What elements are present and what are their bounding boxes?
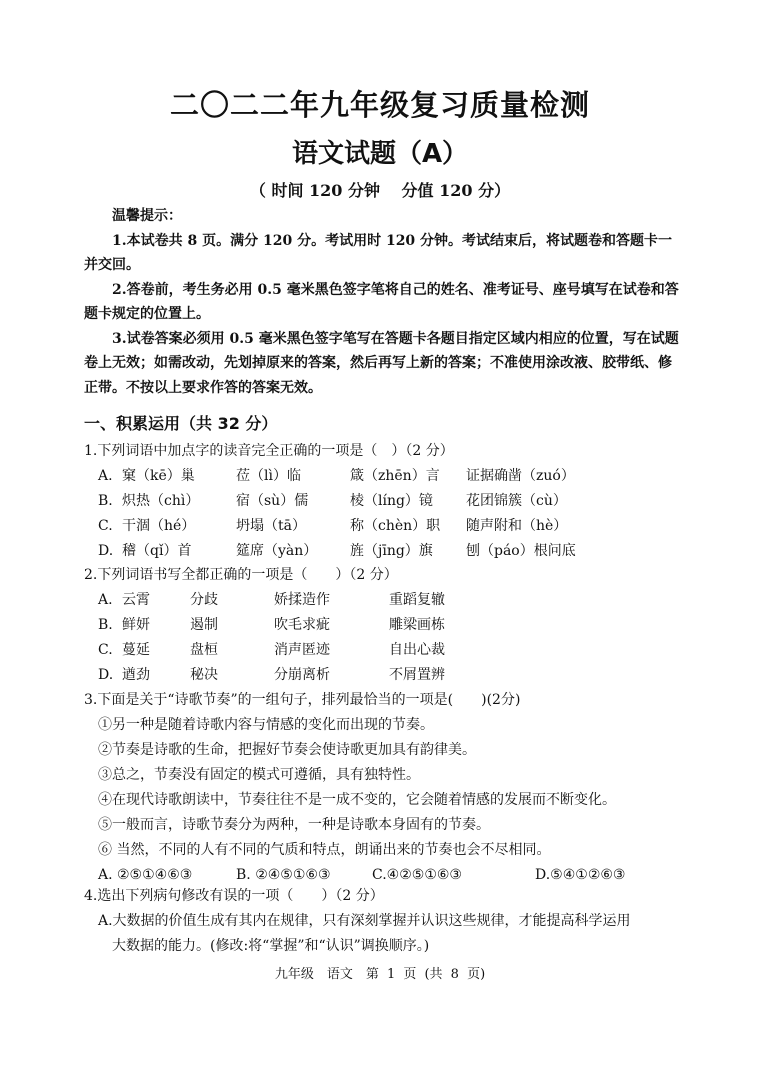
option-row-a <box>84 464 575 489</box>
option-item: 遏制 <box>190 617 218 633</box>
option-row-b <box>84 489 567 514</box>
option-a <box>84 909 698 959</box>
sentence: ④在现代诗歌朗读中，节奏往往不是一成不变的，它会随着情感的发展而不断变化。 <box>98 792 616 808</box>
notice-heading: 温馨提示： <box>112 208 182 224</box>
question-stem: 1.下列词语中加点字的读音完全正确的一项是（ ）（2 分） <box>84 443 454 459</box>
option-item: 炽热（chì） <box>122 493 200 509</box>
option-item: 随声附和（hè） <box>466 518 568 534</box>
option-item: 棱（líng）镜 <box>350 493 433 509</box>
option-row-c <box>84 638 445 663</box>
option-item: 称（chèn）职 <box>350 518 441 534</box>
option-d: D.⑤④①②⑥③ <box>535 867 626 883</box>
option-row-a <box>84 588 445 613</box>
sentence: ①另一种是随着诗歌内容与情感的变化而出现的节奏。 <box>98 717 434 733</box>
option-letter: A. <box>98 468 113 484</box>
option-item: 稽（qǐ）首 <box>122 543 192 559</box>
option-item: 窠（kē）巢 <box>122 468 195 484</box>
option-item: 箴（zhēn）言 <box>350 468 440 484</box>
option-item: 花团锦簇（cù） <box>466 493 567 509</box>
option-row-d <box>84 539 576 564</box>
notice-item-1: 1.本试卷共 8 页。满分 120 分。考试用时 120 分钟。考试结束后，将试题卷和答题卡一并交回。 <box>84 232 673 273</box>
option-item: 吹毛求疵 <box>274 617 330 633</box>
option-item: 遒劲 <box>122 667 150 683</box>
option-row-d <box>84 663 445 688</box>
option-item: 坍塌（tā） <box>236 518 306 534</box>
option-letter: D. <box>98 667 114 683</box>
question-stem: 3.下面是关于“诗歌节奏”的一组句子，排列最恰当的一项是( )(2分) <box>84 692 521 708</box>
sentence: ②节奏是诗歌的生命，把握好节奏会使诗歌更加具有韵律美。 <box>98 742 476 758</box>
option-item: 干涸（hé） <box>122 518 196 534</box>
sentence: ⑥ 当然，不同的人有不同的气质和特点，朗诵出来的节奏也会不尽相同。 <box>98 842 551 858</box>
option-item: 莅（lì）临 <box>236 468 301 484</box>
option-letter: B. <box>98 493 113 509</box>
option-b: B. ②④⑤①⑥③ <box>236 867 331 883</box>
section-heading: 一、积累运用（共 32 分） <box>84 414 278 433</box>
option-row-b <box>84 613 445 638</box>
option-item: 蔓延 <box>122 642 150 658</box>
option-item: 重蹈复辙 <box>389 592 445 608</box>
option-item: 娇揉造作 <box>274 592 330 608</box>
option-letter: D. <box>98 543 114 559</box>
option-item: 宿（sù）儒 <box>236 493 309 509</box>
option-letter: C. <box>98 642 113 658</box>
option-letter: C. <box>98 518 113 534</box>
sentence: ⑤一般而言，诗歌节奏分为两种，一种是诗歌本身固有的节奏。 <box>98 817 490 833</box>
notice-block <box>84 204 684 400</box>
option-row-c <box>84 514 568 539</box>
option-item: 刨（páo）根问底 <box>466 543 576 559</box>
option-item: 鲜妍 <box>122 617 150 633</box>
question-stem: 4.选出下列病句修改有误的一项（ ）（2 分） <box>84 888 384 904</box>
option-letter: B. <box>98 617 113 633</box>
notice-item-2: 2.答卷前，考生务必用 0.5 毫米黑色签字笔将自己的姓名、准考证号、座号填写在试卷和答题卡规定的位置上。 <box>84 281 679 322</box>
question-2 <box>84 563 445 688</box>
option-item: 证据确凿（zuó） <box>466 468 575 484</box>
option-item: 旌（jīng）旗 <box>350 543 433 559</box>
option-item: 分崩离析 <box>274 667 330 683</box>
question-3 <box>84 688 626 888</box>
option-item: 不屑置辨 <box>389 667 445 683</box>
option-a-line-1: A.大数据的价值生成有其内在规律，只有深刻掌握并认识这些规律，才能提高科学运用 <box>98 913 631 929</box>
exam-title: 二〇二二年九年级复习质量检测 <box>169 88 590 122</box>
option-item: 雕梁画栋 <box>389 617 445 633</box>
option-a-line-2: 大数据的能力。(修改:将“掌握”和“认识”调换顺序。) <box>112 938 430 954</box>
option-item: 云霄 <box>122 592 150 608</box>
option-item: 分歧 <box>190 592 218 608</box>
option-item: 筵席（yàn） <box>236 543 318 559</box>
option-c: C.④②⑤①⑥③ <box>372 867 462 883</box>
question-stem: 2.下列词语书写全都正确的一项是（ ）（2 分） <box>84 567 398 583</box>
question-4 <box>84 884 698 959</box>
page-footer: 九年级 语文 第 1 页 (共 8 页) <box>274 967 486 982</box>
exam-subtitle: 语文试题（A） <box>291 139 469 169</box>
option-item: 消声匿迹 <box>274 642 330 658</box>
question-1 <box>84 439 576 564</box>
sentence: ③总之，节奏没有固定的模式可遵循，具有独特性。 <box>98 767 420 783</box>
time-score-info: （ 时间 120 分钟 分值 120 分） <box>249 181 511 200</box>
option-item: 自出心裁 <box>389 642 445 658</box>
option-letter: A. <box>98 592 113 608</box>
option-item: 秘决 <box>190 667 218 683</box>
option-a: A. ②⑤①④⑥③ <box>98 867 193 883</box>
option-item: 盘桓 <box>190 642 218 658</box>
notice-item-3: 3.试卷答案必须用 0.5 毫米黑色签字笔写在答题卡各题目指定区域内相应的位置，写在试题卷上无效；如需改动，先划掉原来的答案，然后再写上新的答案；不准使用涂改液、胶带纸、修正带。不按以上要求作答的答案无效。 <box>84 330 679 396</box>
